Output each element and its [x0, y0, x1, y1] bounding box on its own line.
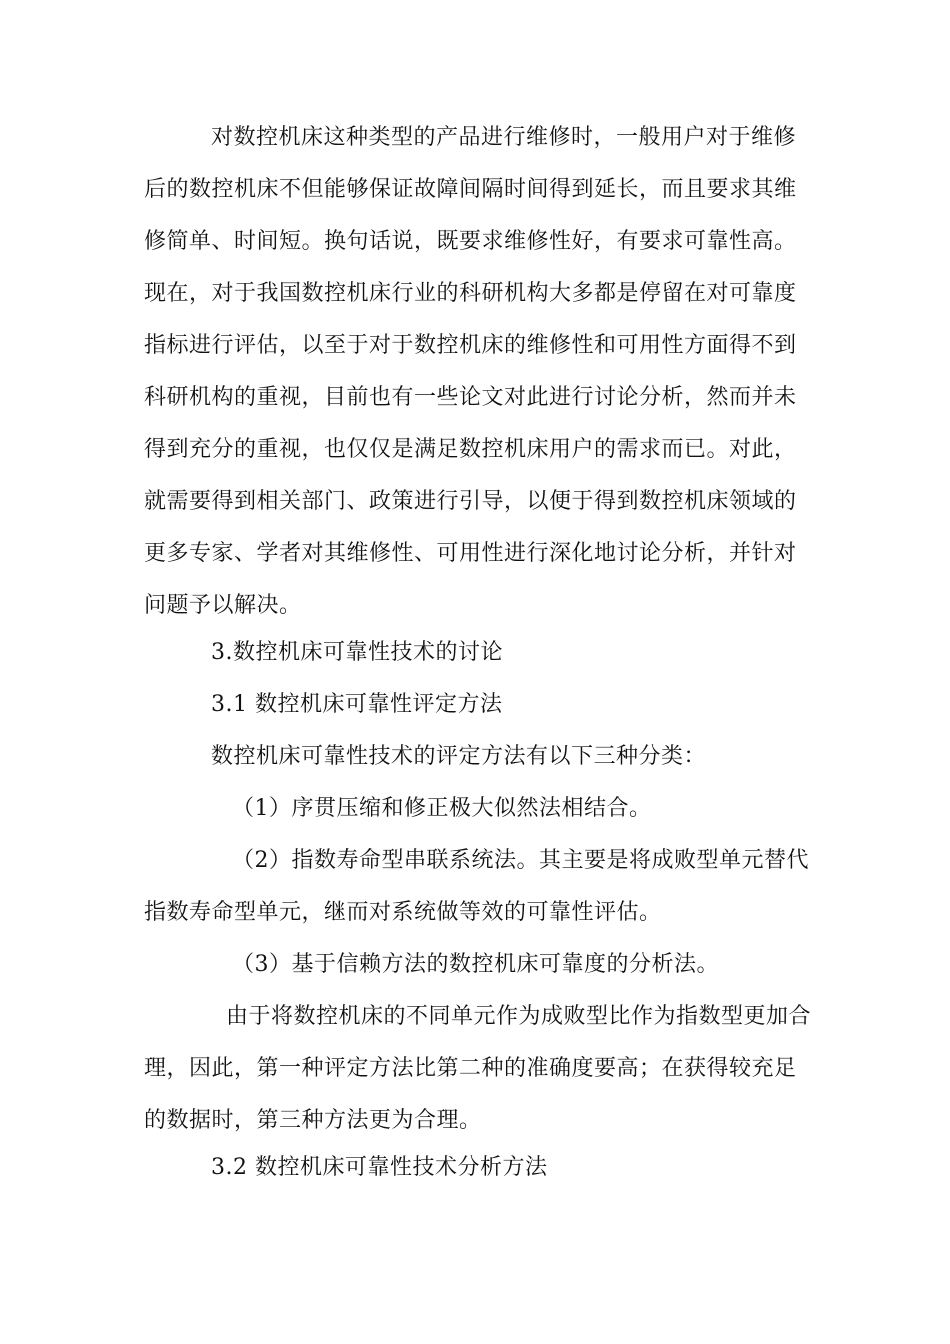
paragraph-line: 就需要得到相关部门、政策进行引导，以便于得到数控机床领域的: [144, 489, 797, 514]
paragraph-line: 由于将数控机床的不同单元作为成败型比作为指数型更加合: [226, 1004, 812, 1029]
list-item: （3）基于信赖方法的数控机床可靠度的分析法。: [232, 952, 719, 977]
subsection-heading: 3.1 数控机床可靠性评定方法: [211, 692, 503, 717]
subsection-heading: 3.2 数控机床可靠性技术分析方法: [211, 1155, 548, 1180]
paragraph-line: 问题予以解决。: [144, 593, 302, 618]
paragraph-line: 科研机构的重视，目前也有一些论文对此进行讨论分析，然而并未: [144, 385, 797, 410]
paragraph-line: 现在，对于我国数控机床行业的科研机构大多都是停留在对可靠度: [144, 281, 797, 306]
paragraph-line: 后的数控机床不但能够保证故障间隔时间得到延长，而且要求其维: [144, 177, 797, 202]
section-heading: 3.数控机床可靠性技术的讨论: [211, 640, 503, 665]
list-item: （2）指数寿命型串联系统法。其主要是将成败型单元替代: [232, 848, 809, 873]
section-intro: 数控机床可靠性技术的评定方法有以下三种分类：: [211, 744, 707, 769]
paragraph-line: 得到充分的重视，也仅仅是满足数控机床用户的需求而已。对此，: [144, 437, 797, 462]
list-item-continuation: 指数寿命型单元，继而对系统做等效的可靠性评估。: [144, 900, 662, 925]
paragraph-line: 更多专家、学者对其维修性、可用性进行深化地讨论分析，并针对: [144, 541, 797, 566]
paragraph-line: 理，因此，第一种评定方法比第二种的准确度要高；在获得较充足: [144, 1056, 797, 1081]
paragraph-line: 修简单、时间短。换句话说，既要求维修性好，有要求可靠性高。: [144, 229, 797, 254]
paragraph-line: 对数控机床这种类型的产品进行维修时，一般用户对于维修: [211, 125, 797, 150]
paragraph-line: 的数据时，第三种方法更为合理。: [144, 1108, 482, 1133]
paragraph-line: 指标进行评估，以至于对于数控机床的维修性和可用性方面得不到: [144, 333, 797, 358]
list-item: （1）序贯压缩和修正极大似然法相结合。: [232, 796, 652, 821]
